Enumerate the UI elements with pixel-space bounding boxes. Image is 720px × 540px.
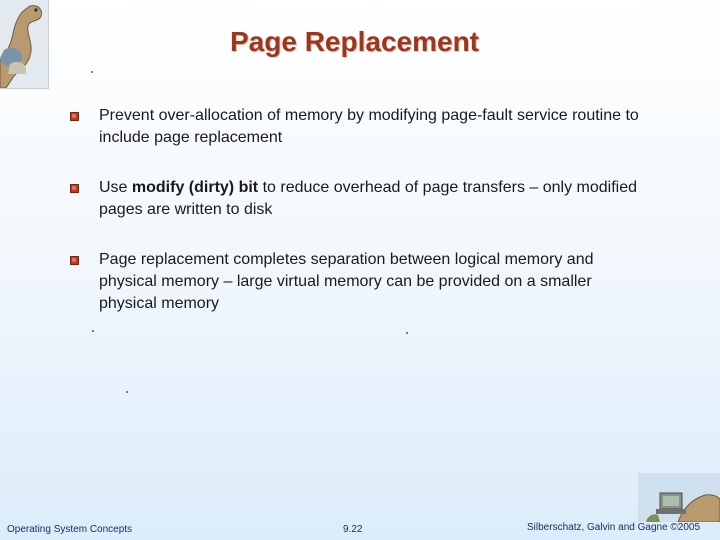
footer-book-title: Operating System Concepts <box>7 524 133 535</box>
bullet-text: Page replacement completes separation between logical memory and physical memory – large virtual memory can be provided on a smaller physical memory <box>99 251 594 312</box>
slide-title: Page Replacement <box>230 26 479 57</box>
bullet-item <box>70 249 650 315</box>
bullet-text-suffix: to reduce overhead of page transfers – only modified pages are written to disk <box>99 179 638 218</box>
bullet-text: Prevent over-allocation of memory by modifying page-fault service routine to include page replacement <box>99 107 639 146</box>
square-bullet-icon <box>70 112 79 121</box>
bullet-item <box>70 105 650 149</box>
square-bullet-icon <box>70 184 79 193</box>
bullet-emphasis: modify (dirty) bit <box>131 179 259 196</box>
stray-dot <box>406 332 408 334</box>
footer-page-number: 9.22 <box>343 524 363 535</box>
stray-dot <box>126 391 128 393</box>
square-bullet-icon <box>70 256 79 265</box>
stray-dot <box>91 71 93 73</box>
dinosaur-computer-icon <box>638 473 720 522</box>
footer-copyright: Silberschatz, Galvin and Gagne ©2005 <box>527 522 701 533</box>
bullet-item <box>70 177 650 221</box>
stray-dot <box>92 330 94 332</box>
dinosaur-logo-icon <box>0 0 49 89</box>
bullet-list <box>70 105 650 315</box>
bullet-text-prefix: Use <box>99 179 132 196</box>
